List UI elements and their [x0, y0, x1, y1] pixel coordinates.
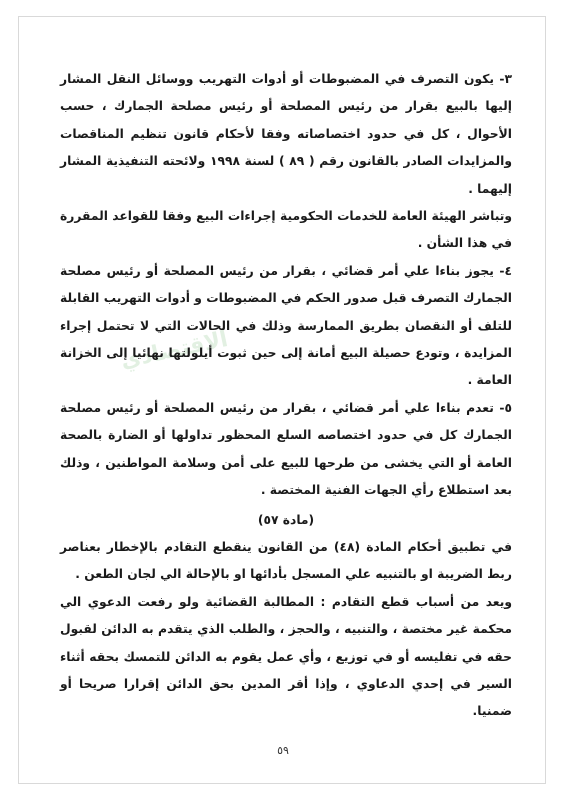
article-paragraph-2: ويعد من أسباب قطع التقادم : المطالبة القضائية ولو رفعت الدعوي الي محكمة غير مختصة ، والتنبيه ، والحجز ، والطلب الذي يتقدم به الدائن لقبول حقه في تفليسه أو في توزيع ، وأي عمل يقوم به الدائن للتمسك بحقه أثناء السير في إحدي الدعاوي ، وإذا أقر المدين بحق الدائن إقرارا صريحا أو ضمنيا. [60, 594, 512, 719]
watermark-logo: الاقتصادي [118, 326, 231, 375]
article-heading: (مادة ٥٧) [257, 512, 315, 527]
page-number: ٥٩ [277, 744, 289, 757]
paragraph-item-3-continuation: وتباشر الهيئة العامة للخدمات الحكومية إجراءات البيع وفقا للقواعد المقررة في هذا الشأن . [60, 209, 512, 251]
document-body [60, 66, 512, 726]
paragraph-item-3: ٣- يكون التصرف في المضبوطات أو أدوات التهريب ووسائل النقل المشار إليها بالبيع بقرار من رئيس المصلحة أو رئيس مصلحة الجمارك ، حسب الأحوال ، كل في حدود اختصاصاته وفقا لأحكام قانون تنظيم المناقصات والمزايدات الصادر بالقانون رقم ( ٨٩ ) لسنة ١٩٩٨ ولائحته التنفيذية المشار إليهما . [60, 72, 513, 196]
paragraph-item-5: ٥- تعدم بناءا علي أمر قضائي ، بقرار من رئيس المصلحة أو رئيس مصلحة الجمارك كل في حدود اختصاصه السلع المحظور تداولها أو الضارة بالصحة العامة أو التي يخشى من طرحها للبيع على أمن وسلامة المواطنين ، وذلك بعد استطلاع رأي الجهات الفنية المختصة . [60, 400, 512, 498]
article-paragraph-1: في تطبيق أحكام المادة (٤٨) من القانون ينقطع التقادم بالإخطار بعناصر ربط الضريبة او بالتنبيه علي المسجل بأدائها او بالإحالة الي لجان الطعن . [60, 539, 512, 582]
paragraph-item-4: ٤- يجوز بناءا علي أمر قضائي ، بقرار من رئيس المصلحة أو رئيس مصلحة الجمارك التصرف قبل صدور الحكم في المضبوطات و أدوات التهريب القابلة للتلف أو النقصان بطريق الممارسة وذلك في الحالات التي لا تحتمل إجراء المزايدة ، وتودع حصيلة البيع أمانة إلى حين ثبوت أيلولتها نهائيا إلى الخزانة العامة . [60, 263, 512, 388]
